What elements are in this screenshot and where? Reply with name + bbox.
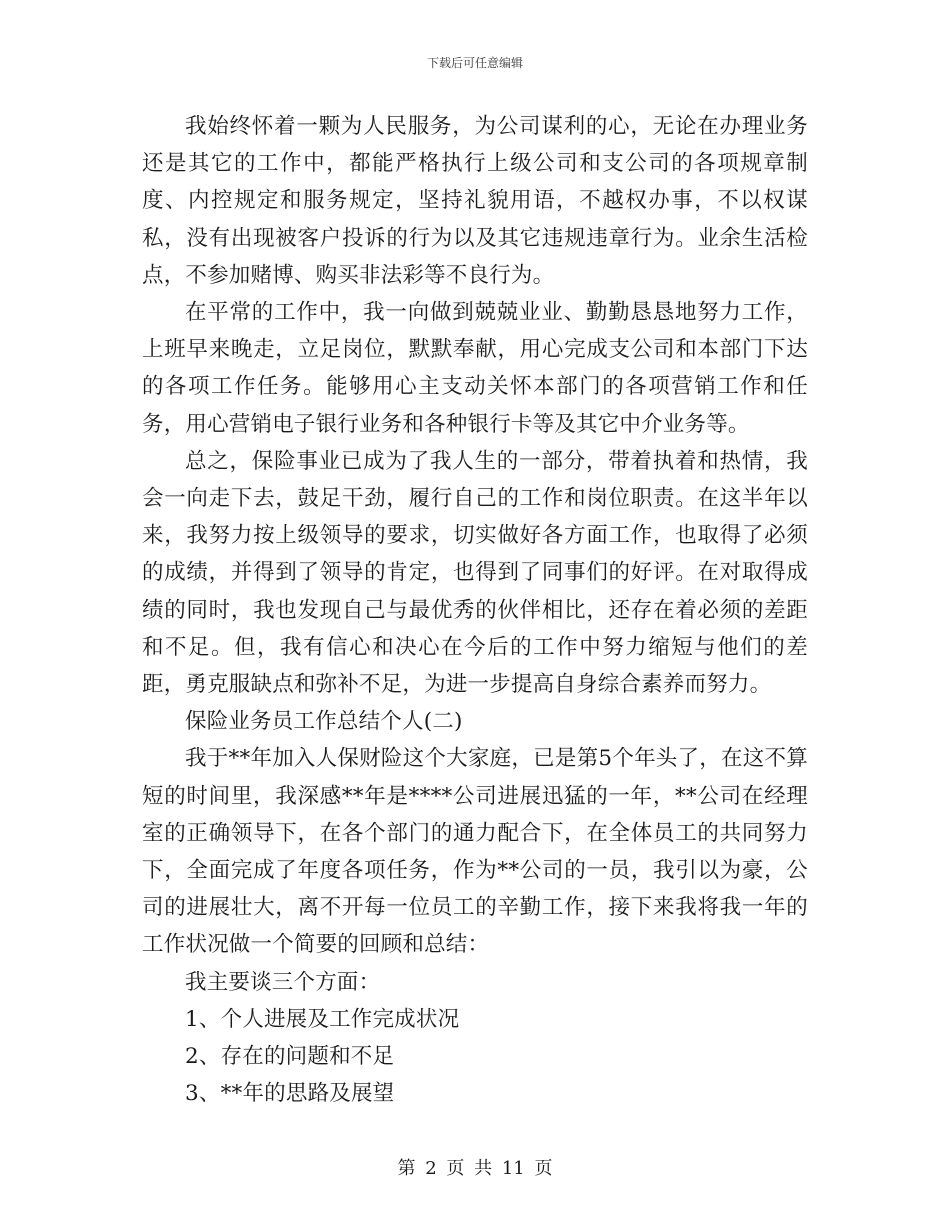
page-header: 下载后可任意编辑 bbox=[426, 56, 523, 70]
list-heading: 我主要谈三个方面： bbox=[185, 969, 381, 995]
page-footer: 第 2 页 共 11 页 bbox=[397, 1158, 553, 1179]
paragraph-service-attitude: 我始终怀着一颗为人民服务，为公司谋利的心，无论在办理业务还是其它的工作中，都能严格执行上级公司和支公司的各项规章制度、内控规定和服务规定，坚持礼貌用语，不越权办事，不以权谋私，没有出现被客户投诉的行为以及其它违规违章行为。业余生活检点，不参加赌博、购买非法彩等不良行为。 bbox=[142, 114, 808, 288]
section-title: 保险业务员工作总结个人(二) bbox=[185, 709, 463, 735]
paragraph-daily-work: 在平常的工作中，我一向做到兢兢业业、勤勤恳恳地努力工作，上班早来晚走，立足岗位，默默奉献，用心完成支公司和本部门下达的各项工作任务。能够用心主支动关怀本部门的各项营销工作和任务，用心营销电子银行业务和各种银行卡等及其它中介业务等。 bbox=[142, 300, 808, 437]
list-item-3: 3、**年的思路及展望 bbox=[185, 1081, 395, 1107]
list-item-2: 2、存在的问题和不足 bbox=[185, 1044, 395, 1070]
document-body bbox=[142, 108, 808, 1112]
paragraph-intro: 我于**年加入人保财险这个大家庭，已是第5个年头了，在这不算短的时间里，我深感**年是****公司进展迅猛的一年，**公司在经理室的正确领导下，在各个部门的通力配合下，在全体员工的共同努力下，全面完成了年度各项任务，作为**公司的一员，我引以为豪，公司的进展壮大，离不开每一位员工的辛勤工作，接下来我将我一年的工作状况做一个简要的回顾和总结： bbox=[142, 746, 808, 958]
paragraph-summary: 总之，保险事业已成为了我人生的一部分，带着执着和热情，我会一向走下去，鼓足干劲，履行自己的工作和岗位职责。在这半年以来，我努力按上级领导的要求，切实做好各方面工作，也取得了必须的成绩，并得到了领导的肯定，也得到了同事们的好评。在对取得成绩的同时，我也发现自己与最优秀的伙伴相比，还存在着必须的差距和不足。但，我有信心和决心在今后的工作中努力缩短与他们的差距，勇克服缺点和弥补不足，为进一步提高自身综合素养而努力。 bbox=[142, 448, 808, 698]
list-item-1: 1、个人进展及工作完成状况 bbox=[185, 1006, 460, 1032]
